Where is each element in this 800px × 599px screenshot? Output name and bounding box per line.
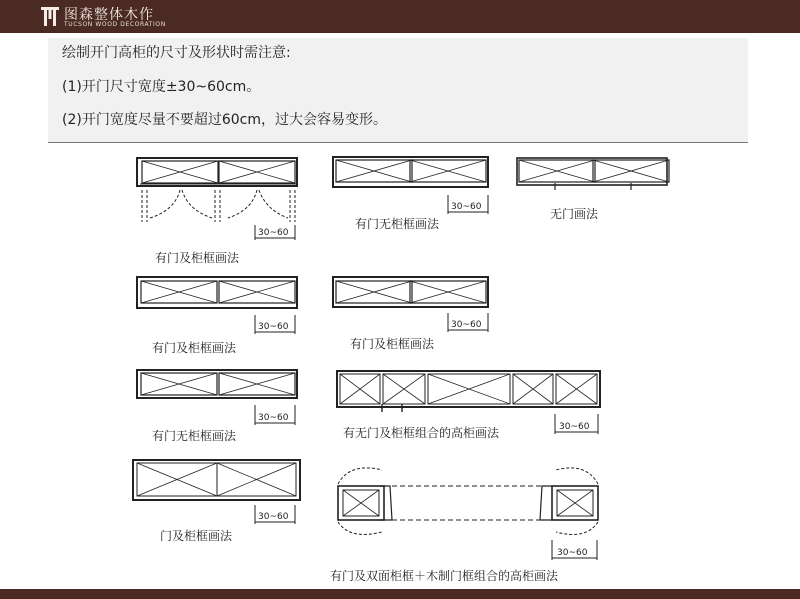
- caption-4: 有门及柜框画法: [152, 341, 237, 355]
- caption-7: 有无门及柜框组合的高柜画法: [343, 426, 500, 440]
- drawing-no-door: [517, 158, 669, 221]
- drawing-door-frame-2: [137, 277, 297, 355]
- drawing-combo-cabinet: [337, 371, 600, 440]
- drawing-door-frame-3: [333, 277, 488, 351]
- svg-text:30~60: 30~60: [258, 512, 289, 522]
- caption-2: 有门无柜框画法: [355, 217, 440, 231]
- svg-text:30~60: 30~60: [258, 413, 289, 423]
- svg-text:30~60: 30~60: [451, 320, 482, 330]
- brand-subtitle: TUCSON WOOD DECORATION: [64, 21, 166, 28]
- drawing-door-noframe-1: [333, 157, 488, 231]
- svg-text:30~60: 30~60: [559, 422, 590, 432]
- svg-text:30~60: 30~60: [451, 202, 482, 212]
- footer-bar: [0, 589, 800, 599]
- svg-text:30~60: 30~60: [258, 322, 289, 332]
- svg-text:30~60: 30~60: [557, 548, 588, 558]
- caption-5: 有门及柜框画法: [350, 337, 435, 351]
- note-line-1: 绘制开门高柜的尺寸及形状时需注意:: [62, 45, 291, 61]
- brand-name: 图森整体木作: [64, 7, 154, 23]
- note-line-3: (2)开门宽度尽量不要超过60cm，过大会容易变形。: [62, 112, 387, 128]
- caption-1: 有门及柜框画法: [155, 251, 240, 265]
- drawing-door-frame-1: [137, 158, 297, 265]
- drawing-door-frame-4: [133, 460, 300, 543]
- drawing-double-frame-combo: [330, 468, 598, 583]
- note-line-2: (1)开门尺寸宽度±30~60cm。: [62, 79, 261, 95]
- caption-8: 门及柜框画法: [160, 529, 233, 543]
- caption-6: 有门无柜框画法: [152, 429, 237, 443]
- dim-label: 30~60: [258, 228, 289, 238]
- caption-3: 无门画法: [550, 207, 599, 221]
- caption-9: 有门及双面柜框＋木制门框组合的高柜画法: [330, 569, 559, 583]
- drawing-door-noframe-2: [137, 370, 297, 443]
